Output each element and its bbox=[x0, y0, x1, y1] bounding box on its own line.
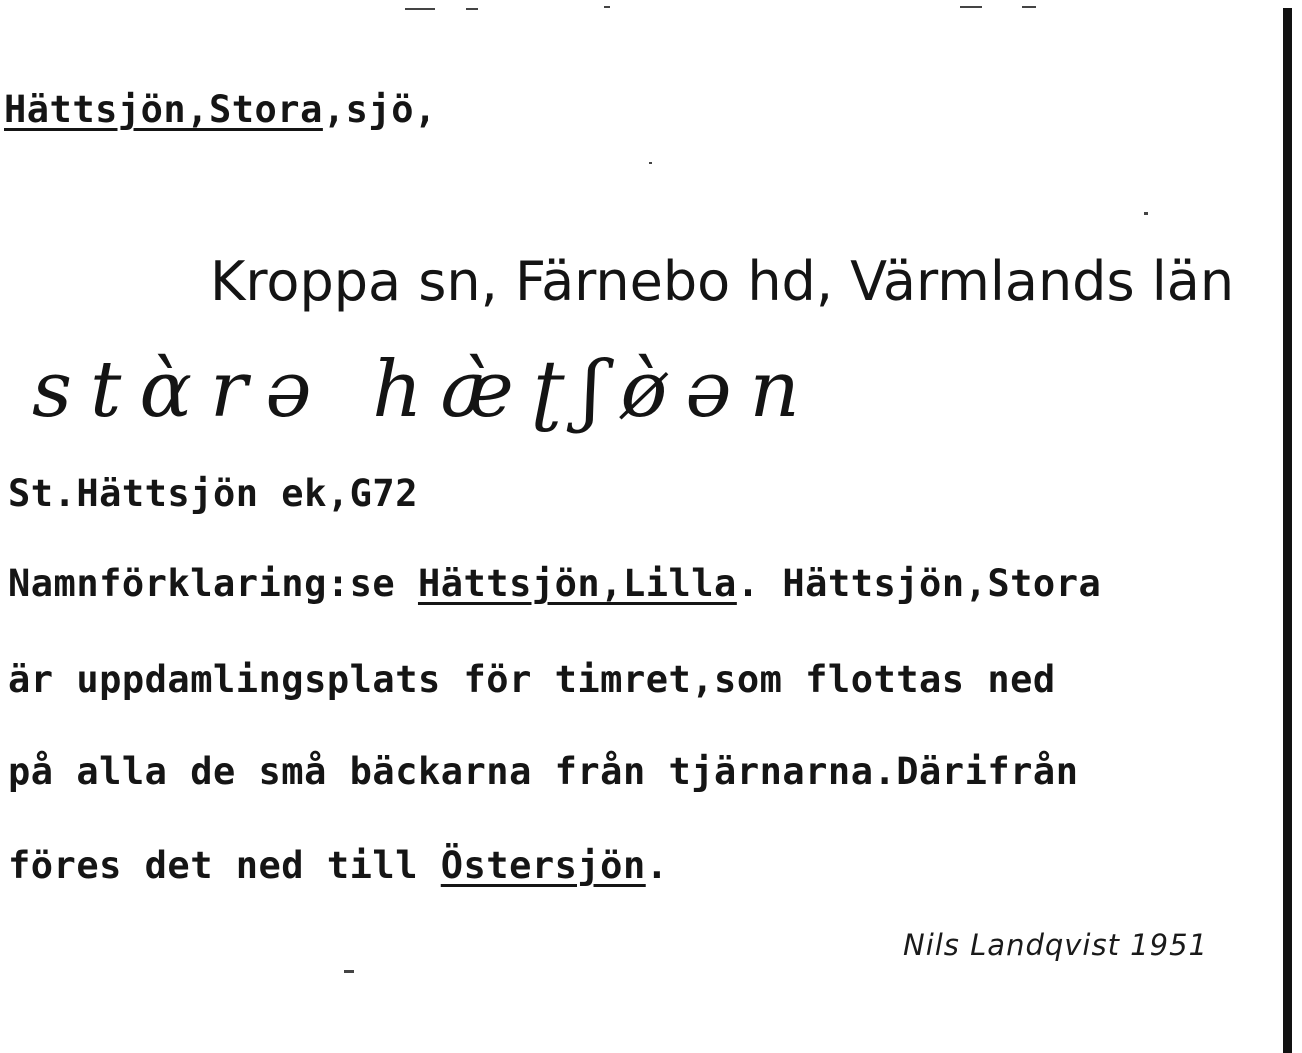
location-stamp: Kroppa sn, Färnebo hd, Värmlands län bbox=[210, 250, 1235, 313]
explanation-line-2: är uppdamlingsplats för timret,som flottas ned bbox=[8, 658, 1056, 701]
ostersjon-link[interactable]: Östersjön bbox=[440, 844, 646, 887]
explanation-line-1 bbox=[8, 562, 1101, 605]
explanation-line-4 bbox=[8, 844, 669, 887]
headword bbox=[4, 88, 437, 131]
explanation-line-4-suffix: . bbox=[645, 844, 669, 887]
explanation-suffix: . Hättsjön,Stora bbox=[736, 562, 1102, 605]
signature-stamp: Nils Landqvist 1951 bbox=[903, 928, 1208, 962]
explanation-prefix: Namnförklaring:se bbox=[8, 562, 418, 605]
explanation-line-3: på alla de små bäckarna från tjärnarna.Därifrån bbox=[8, 750, 1079, 793]
pronunciation: stɑ̀rə hæ̀ʈʃø̀ən bbox=[32, 345, 818, 435]
headword-type: ,sjö, bbox=[322, 88, 437, 131]
headword-name: Hättsjön,Stora bbox=[4, 88, 323, 131]
cross-reference-link[interactable]: Hättsjön,Lilla bbox=[417, 562, 737, 605]
card-edge-border bbox=[1283, 8, 1292, 1053]
reference-line: St.Hättsjön ek,G72 bbox=[8, 472, 418, 515]
explanation-line-4-prefix: föres det ned till bbox=[8, 844, 441, 887]
